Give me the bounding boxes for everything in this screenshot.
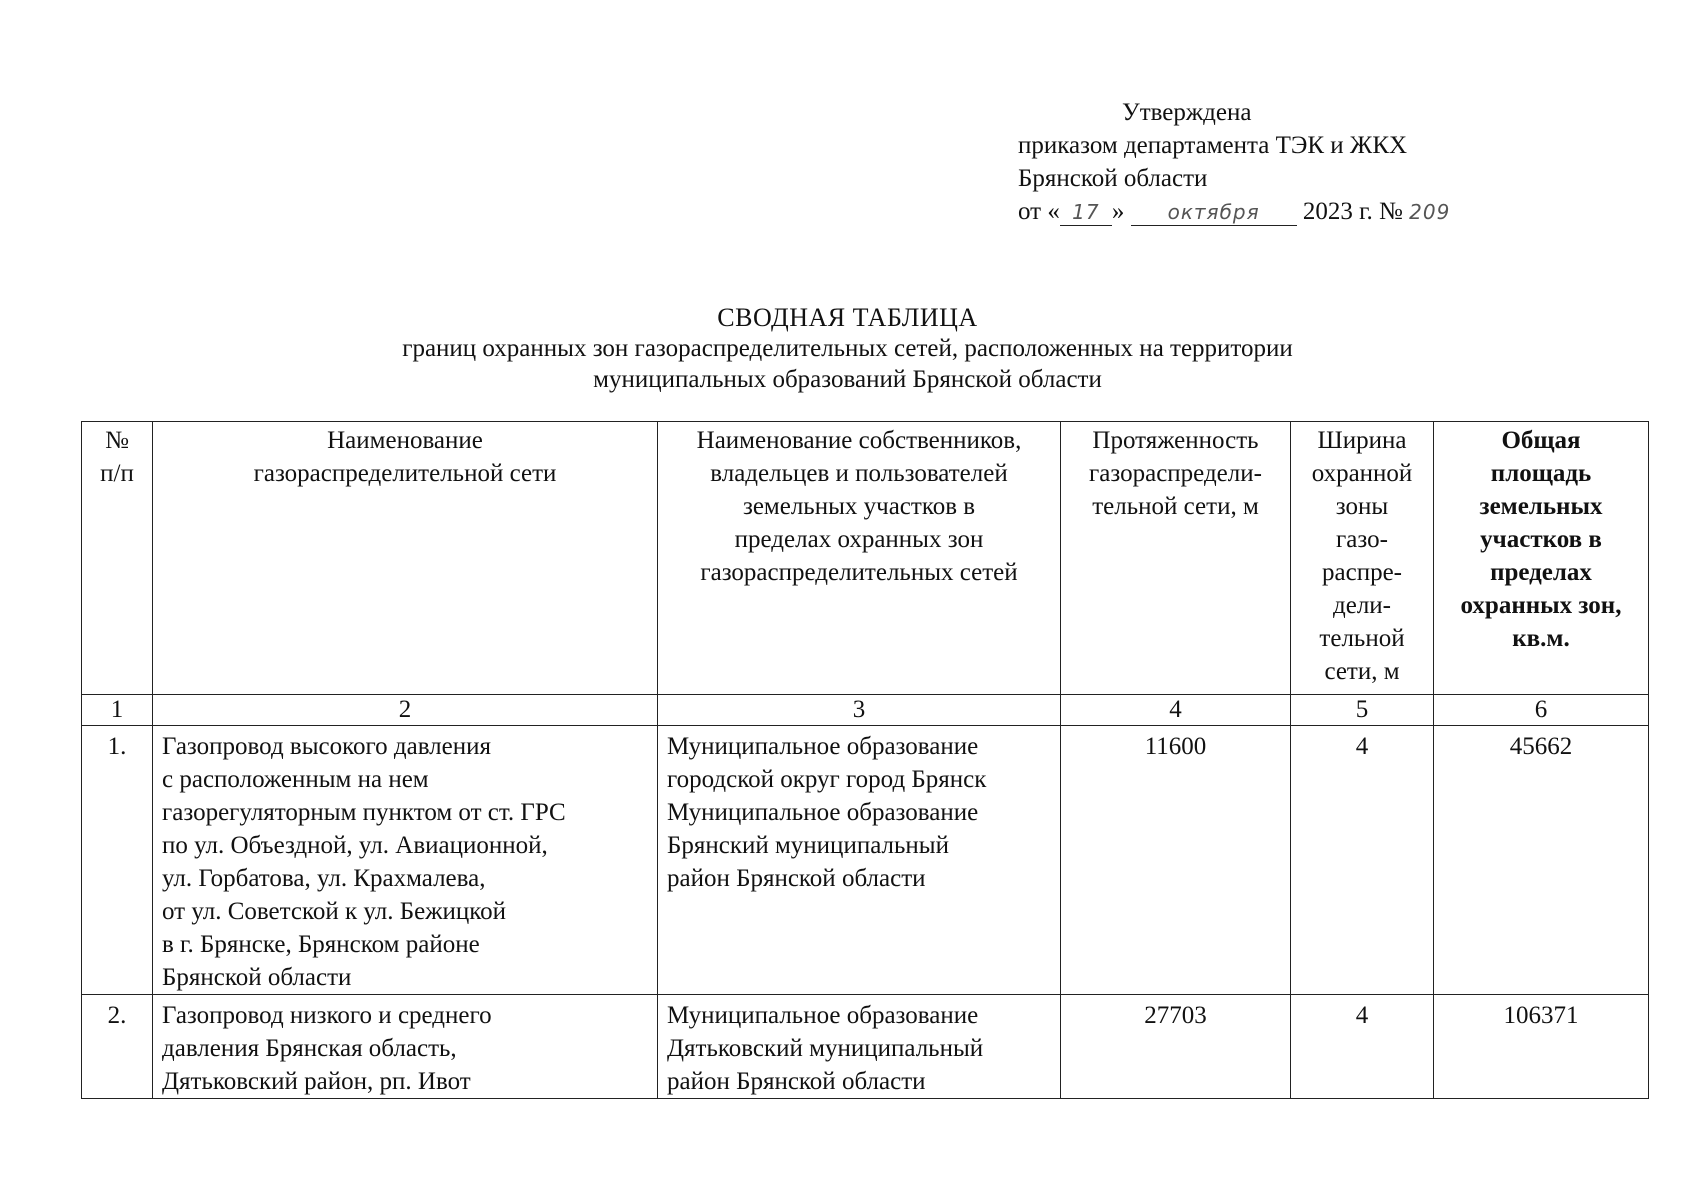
column-number: 5 [1291,695,1434,726]
header-network-name: Наименование газораспределительной сети [153,422,658,695]
total-area-cell: 106371 [1434,995,1649,1099]
header-length: Протяженность газораспредели- тельной сети, м [1061,422,1291,695]
column-number: 6 [1434,695,1649,726]
date-suffix: 2023 г. № [1302,198,1403,225]
document-title-block [0,302,1695,395]
date-prefix: от « [1018,198,1060,225]
approval-block [1018,96,1578,228]
length-cell: 27703 [1061,995,1291,1099]
table-row [82,995,1649,1099]
date-day-handwritten: 17 [1072,200,1100,224]
document-subtitle-line-1: границ охранных зон газораспределительных сетей, расположенных на территории [402,335,1293,362]
approval-line-1: Утверждена [1122,99,1252,126]
column-number: 4 [1061,695,1291,726]
row-number: 2. [82,995,153,1099]
header-total-area: Общая площадь земельных участков в пределах охранных зон, кв.м. [1434,422,1649,695]
approval-date-line [1018,195,1578,228]
header-zone-width: Ширина охранной зоны газо- распре- дели- тельной сети, м [1291,422,1434,695]
order-number-handwritten: 209 [1409,200,1451,224]
table-row [82,726,1649,995]
date-mid: » [1111,198,1125,225]
summary-table [81,421,1649,1099]
column-number: 2 [153,695,658,726]
column-number: 1 [82,695,153,726]
total-area-cell: 45662 [1434,726,1649,995]
date-month-handwritten: октября [1167,200,1260,224]
header-number: № п/п [82,422,153,695]
header-owners: Наименование собственников, владельцев и пользователей земельных участков в пределах охранных зон газораспределительных сетей [658,422,1061,695]
column-number: 3 [658,695,1061,726]
document-title: СВОДНАЯ ТАБЛИЦА [717,303,978,332]
network-name-cell: Газопровод низкого и среднего давления Брянская область, Дятьковский район, рп. Ивот [153,995,658,1099]
zone-width-cell: 4 [1291,995,1434,1099]
document-subtitle-line-2: муниципальных образований Брянской области [593,366,1102,393]
network-name-cell: Газопровод высокого давления с расположенным на нем газорегуляторным пунктом от ст. ГРС по ул. Объездной, ул. Авиационной, ул. Горбатова, ул. Крахмалева, от ул. Советской к ул. Бежицкой в г. Брянске, Брянском районе Брянской области [153,726,658,995]
row-number: 1. [82,726,153,995]
column-numbers-row [82,695,1649,726]
owners-cell: Муниципальное образование Дятьковский муниципальный район Брянской области [658,995,1061,1099]
owners-cell: Муниципальное образование городской округ город Брянск Муниципальное образование Брянский муниципальный район Брянской области [658,726,1061,995]
approval-line-3: Брянской области [1018,165,1208,192]
approval-line-2: приказом департамента ТЭК и ЖКХ [1018,132,1408,159]
table-header-row [82,422,1649,695]
length-cell: 11600 [1061,726,1291,995]
zone-width-cell: 4 [1291,726,1434,995]
